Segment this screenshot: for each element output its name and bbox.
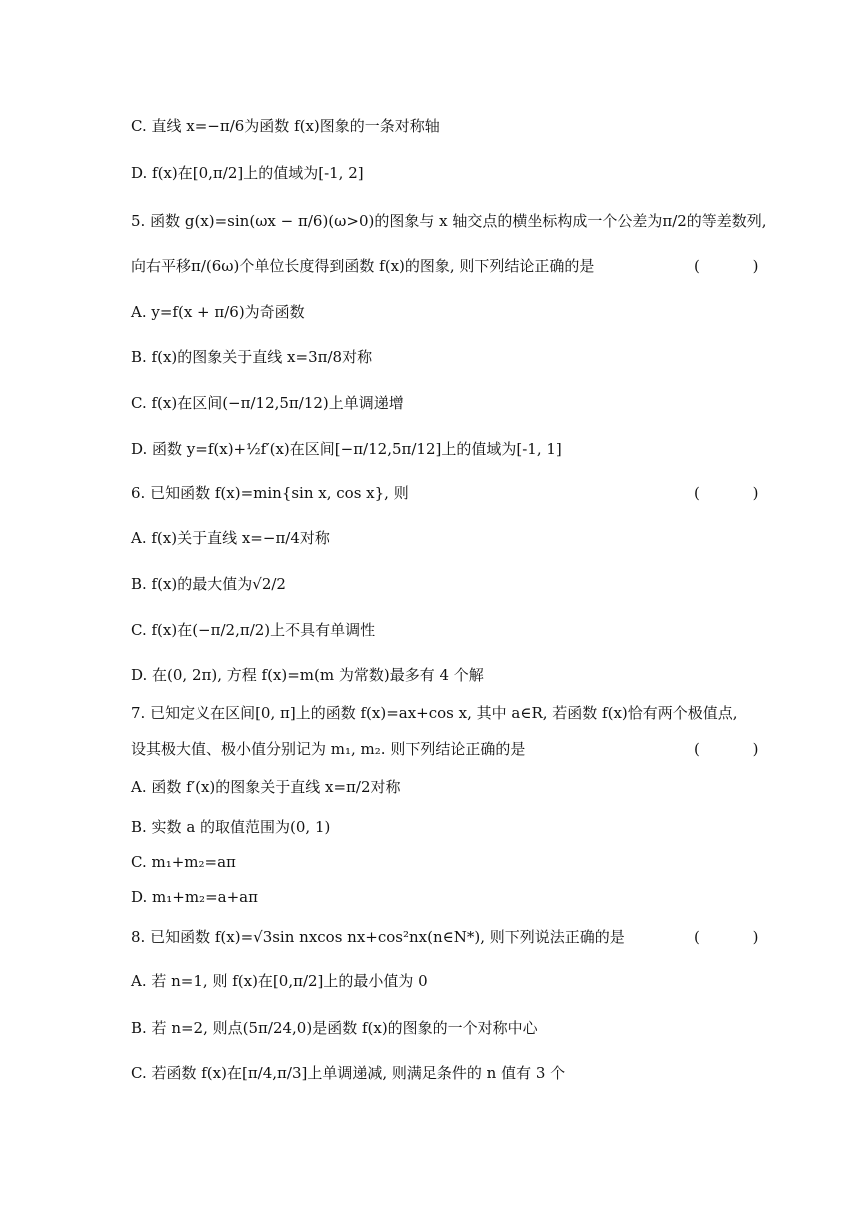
option-q6-b: B. f(x)的最大值为√2/2 (131, 575, 286, 593)
option-q5-b: B. f(x)的图象关于直线 x=3π/8对称 (131, 348, 373, 366)
option-q7-b: B. 实数 a 的取值范围为(0, 1) (131, 818, 331, 836)
option-q5-d: D. 函数 y=f(x)+½f′(x)在区间[−π/12,5π/12]上的值域为[-1, 1] (131, 440, 562, 458)
option-q4-c: C. 直线 x=−π/6为函数 f(x)图象的一条对称轴 (131, 117, 440, 135)
option-q8-b: B. 若 n=2, 则点(5π/24,0)是函数 f(x)的图象的一个对称中心 (131, 1019, 538, 1037)
question-8-stem: 8. 已知函数 f(x)=√3sin nxcos nx+cos²nx(n∈N*), 则下列说法正确的是 (131, 928, 625, 946)
question-7-stem: 7. 已知定义在区间[0, π]上的函数 f(x)=ax+cos x, 其中 a∈R, 若函数 f(x)恰有两个极值点, (131, 704, 738, 722)
question-7-stem-cont: 设其极大值、极小值分别记为 m₁, m₂. 则下列结论正确的是 (131, 740, 526, 758)
answer-bracket-q6: ( ) (694, 484, 783, 502)
answer-bracket-q5: ( ) (694, 257, 783, 275)
option-q8-c: C. 若函数 f(x)在[π/4,π/3]上单调递减, 则满足条件的 n 值有 3 个 (131, 1064, 566, 1082)
option-q6-c: C. f(x)在(−π/2,π/2)上不具有单调性 (131, 621, 376, 639)
question-5-stem-cont: 向右平移π/(6ω)个单位长度得到函数 f(x)的图象, 则下列结论正确的是 (131, 257, 595, 275)
answer-bracket-q7: ( ) (694, 740, 783, 758)
option-q4-d: D. f(x)在[0,π/2]上的值域为[-1, 2] (131, 164, 364, 182)
option-q6-a: A. f(x)关于直线 x=−π/4对称 (131, 529, 330, 547)
option-q6-d: D. 在(0, 2π), 方程 f(x)=m(m 为常数)最多有 4 个解 (131, 666, 484, 684)
question-5-stem: 5. 函数 g(x)=sin(ωx − π/6)(ω>0)的图象与 x 轴交点的横坐标构成一个公差为π/2的等差数列, (131, 212, 767, 230)
question-6-stem: 6. 已知函数 f(x)=min{sin x, cos x}, 则 (131, 484, 409, 502)
option-q5-a: A. y=f(x + π/6)为奇函数 (131, 303, 305, 321)
option-q7-a: A. 函数 f′(x)的图象关于直线 x=π/2对称 (131, 778, 401, 796)
option-q7-d: D. m₁+m₂=a+aπ (131, 888, 258, 906)
answer-bracket-q8: ( ) (694, 928, 783, 946)
option-q7-c: C. m₁+m₂=aπ (131, 853, 236, 871)
option-q8-a: A. 若 n=1, 则 f(x)在[0,π/2]上的最小值为 0 (131, 972, 428, 990)
option-q5-c: C. f(x)在区间(−π/12,5π/12)上单调递增 (131, 394, 404, 412)
